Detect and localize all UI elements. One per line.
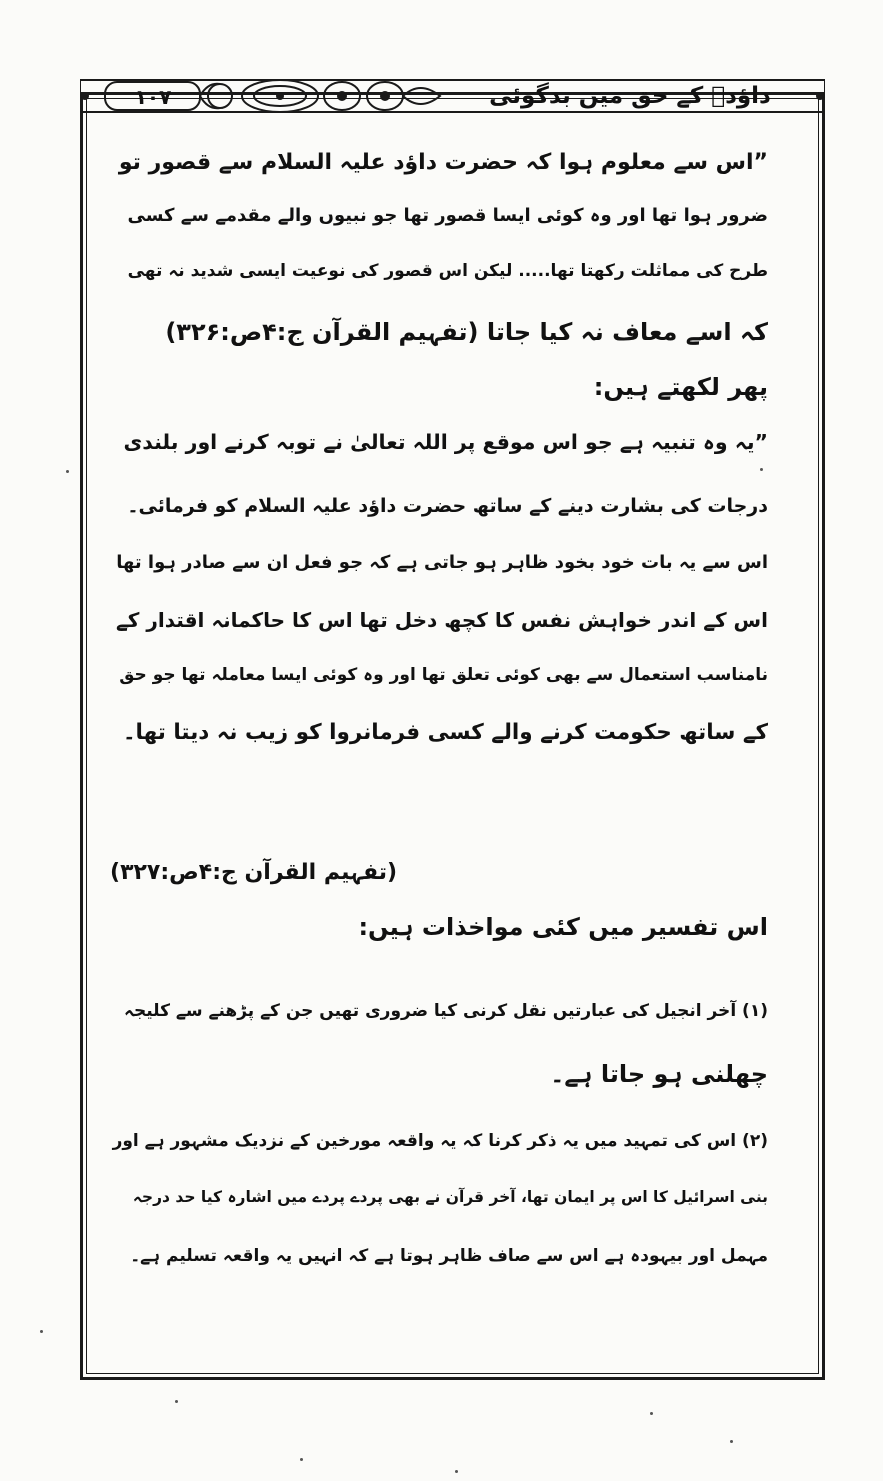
objection-2-line-2: بنی اسرائیل کا اس پر ایمان تھا، آخر قرآن نے بھی پردے پردے میں اشارہ کیا حد درجہ (132, 1188, 768, 1206)
quote-2-line-2: درجات کی بشارت دینے کے ساتھ حضرت داؤد علیہ السلام کو فرمائی۔ (127, 495, 768, 517)
objection-1-line-2: چھلنی ہو جاتا ہے۔ (550, 1060, 768, 1088)
quote-2-line-5: نامناسب استعمال سے بھی کوئی تعلق تھا اور وہ کوئی ایسا معاملہ تھا جو حق (119, 665, 768, 685)
quote-1-line-4: کہ اسے معاف نہ کیا جاتا (تفہیم القرآن ج:۴ص:۳۲۶) (165, 318, 768, 346)
objections-heading: اس تفسیر میں کئی مواخذات ہیں: (358, 913, 768, 941)
page-number: ۱۰۷ (134, 85, 172, 109)
quote-2-line-6: کے ساتھ حکومت کرنے والے کسی فرمانروا کو زیب نہ دیتا تھا۔ (122, 720, 768, 745)
running-title: داؤدؑ کے حق میں بدگوئی (489, 83, 771, 109)
quote-1-line-2: ضرور ہوا تھا اور وہ کوئی ایسا قصور تھا جو نبیوں والے مقدمے سے کسی (127, 205, 768, 226)
quote-2-line-4: اس کے اندر خواہش نفس کا کچھ دخل تھا اس کا حاکمانہ اقتدار کے (116, 608, 768, 632)
quote-1-line-3: طرح کی مماثلت رکھتا تھا..... لیکن اس قصور کی نوعیت ایسی شدید نہ تھی (127, 261, 768, 281)
objection-2-line-1: (۲) اس کی تمہید میں یہ ذکر کرنا کہ یہ واقعہ مورخین کے نزدیک مشہور ہے اور (112, 1131, 768, 1151)
quote-2-line-1: ”یہ وہ تنبیہ ہے جو اس موقع پر اللہ تعالیٰ نے توبہ کرنے اور بلندی (123, 430, 768, 454)
section-intro: پھر لکھتے ہیں: (593, 373, 768, 401)
quote-2-line-3: اس سے یہ بات خود بخود ظاہر ہو جاتی ہے کہ جو فعل ان سے صادر ہوا تھا (116, 552, 768, 573)
objection-2-line-3: مہمل اور بیہودہ ہے اس سے صاف ظاہر ہوتا ہے کہ انہیں یہ واقعہ تسلیم ہے۔ (130, 1246, 768, 1266)
citation: (تفہیم القرآن ج:۴ص:۳۲۷) (110, 860, 398, 885)
quote-1-line-1: ”اس سے معلوم ہوا کہ حضرت داؤد علیہ السلام سے قصور تو (118, 150, 768, 175)
objection-1-line-1: (۱) آخر انجیل کی عبارتیں نقل کرنی کیا ضروری تھیں جن کے پڑھنے سے کلیجہ (124, 1001, 768, 1021)
